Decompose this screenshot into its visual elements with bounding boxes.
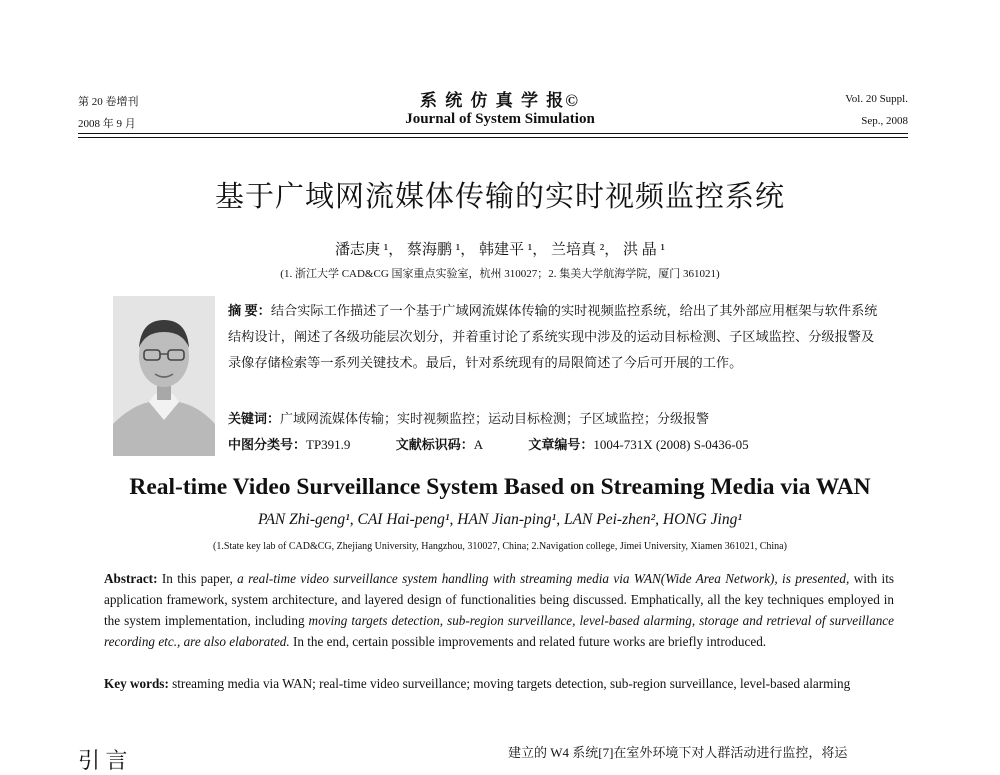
- volume-info-en: Vol. 20 Suppl.: [845, 93, 908, 105]
- volume-info: 第 20 卷增刊: [78, 96, 139, 108]
- paper-title-en: Real-time Video Surveillance System Based on Streaming Media via WAN: [129, 474, 871, 500]
- keywords-en-text: streaming media via WAN; real-time video surveillance; moving targets detection, sub-region surveillance, level-based alarming: [168, 676, 851, 691]
- abstract-cn-text: 结合实际工作描述了一个基于广域网流媒体传输的实时视频监控系统，给出了其外部应用框架与软件系统结构设计，阐述了各级功能层次划分，并着重讨论了系统实现中涉及的运动目标检测、子区域监控、分级报警及录像存储检索等一系列关键技术。最后，针对系统现有的局限简述了今后可开展的工作。: [228, 303, 878, 370]
- classification-cn: [228, 434, 884, 453]
- header-rule: [78, 133, 908, 134]
- authors-en: PAN Zhi-geng¹, CAI Hai-peng¹, HAN Jian-ping¹, LAN Pei-zhen², HONG Jing¹: [257, 511, 743, 528]
- issue-date: 2008 年 9 月: [78, 118, 136, 130]
- doc-code-label: 文献标识码：: [395, 437, 474, 452]
- keywords-cn-text: 广域网流媒体传输；实时视频监控；运动目标检测；子区域监控；分级报警: [280, 411, 710, 426]
- author-photo: [113, 296, 215, 456]
- journal-name-en: Journal of System Simulation: [405, 111, 595, 127]
- abstract-en-text-3: In the end, certain possible improvements and related future works are briefly introduced.: [289, 634, 767, 649]
- abstract-cn-label: 摘 要：: [228, 303, 271, 318]
- abstract-en-italic-2: moving targets detection, sub-region surveillance, level-based alarming, storage and retrieval of surveillance recording etc., are also elaborated.: [104, 613, 894, 649]
- abstract-en: [104, 568, 894, 652]
- keywords-cn: [228, 408, 884, 427]
- keywords-en: [104, 673, 894, 694]
- intro-heading: 引 言: [78, 748, 128, 773]
- authors-cn: 潘志庚 ¹， 蔡海鹏 ¹， 韩建平 ¹， 兰培真 ²， 洪 晶 ¹: [335, 242, 665, 258]
- affiliation-en: (1.State key lab of CAD&CG, Zhejiang University, Hangzhou, 310027, China; 2.Navigation college, Jimei University, Xiamen 361021, China): [213, 541, 787, 552]
- affiliation-cn: (1. 浙江大学 CAD&CG 国家重点实验室，杭州 310027；2. 集美大学航海学院，厦门 361021): [280, 268, 720, 280]
- clc-code: TP391.9: [306, 437, 351, 452]
- doc-code: A: [473, 437, 484, 452]
- abstract-en-text-1: In this paper,: [157, 571, 238, 586]
- article-number: 1004-731X (2008) S-0436-05: [593, 437, 749, 452]
- abstract-en-text-2: with its application framework, system architecture, and layered design of functionalities being discussed. Emphatically, all the key techniques employed in the system implementation, including: [104, 571, 895, 628]
- keywords-en-label: Key words:: [104, 676, 169, 691]
- abstract-cn: [228, 298, 884, 376]
- paper-title-cn: 基于广域网流媒体传输的实时视频监控系统: [214, 181, 785, 213]
- issue-date-en: Sep., 2008: [861, 115, 908, 127]
- header-rule-thin: [78, 137, 908, 138]
- journal-name-cn: 系 统 仿 真 学 报©: [420, 91, 580, 110]
- keywords-cn-label: 关键词：: [228, 411, 281, 426]
- abstract-en-label: Abstract:: [104, 571, 158, 586]
- article-number-label: 文章编号：: [528, 437, 594, 452]
- body-text-start: 建立的 W4 系统[7]在室外环境下对人群活动进行监控，将运: [508, 745, 848, 760]
- abstract-en-italic-1: a real-time video surveillance system handling with streaming media via WAN(Wide Area Network), is presented,: [237, 571, 850, 586]
- clc-label: 中图分类号：: [228, 437, 307, 452]
